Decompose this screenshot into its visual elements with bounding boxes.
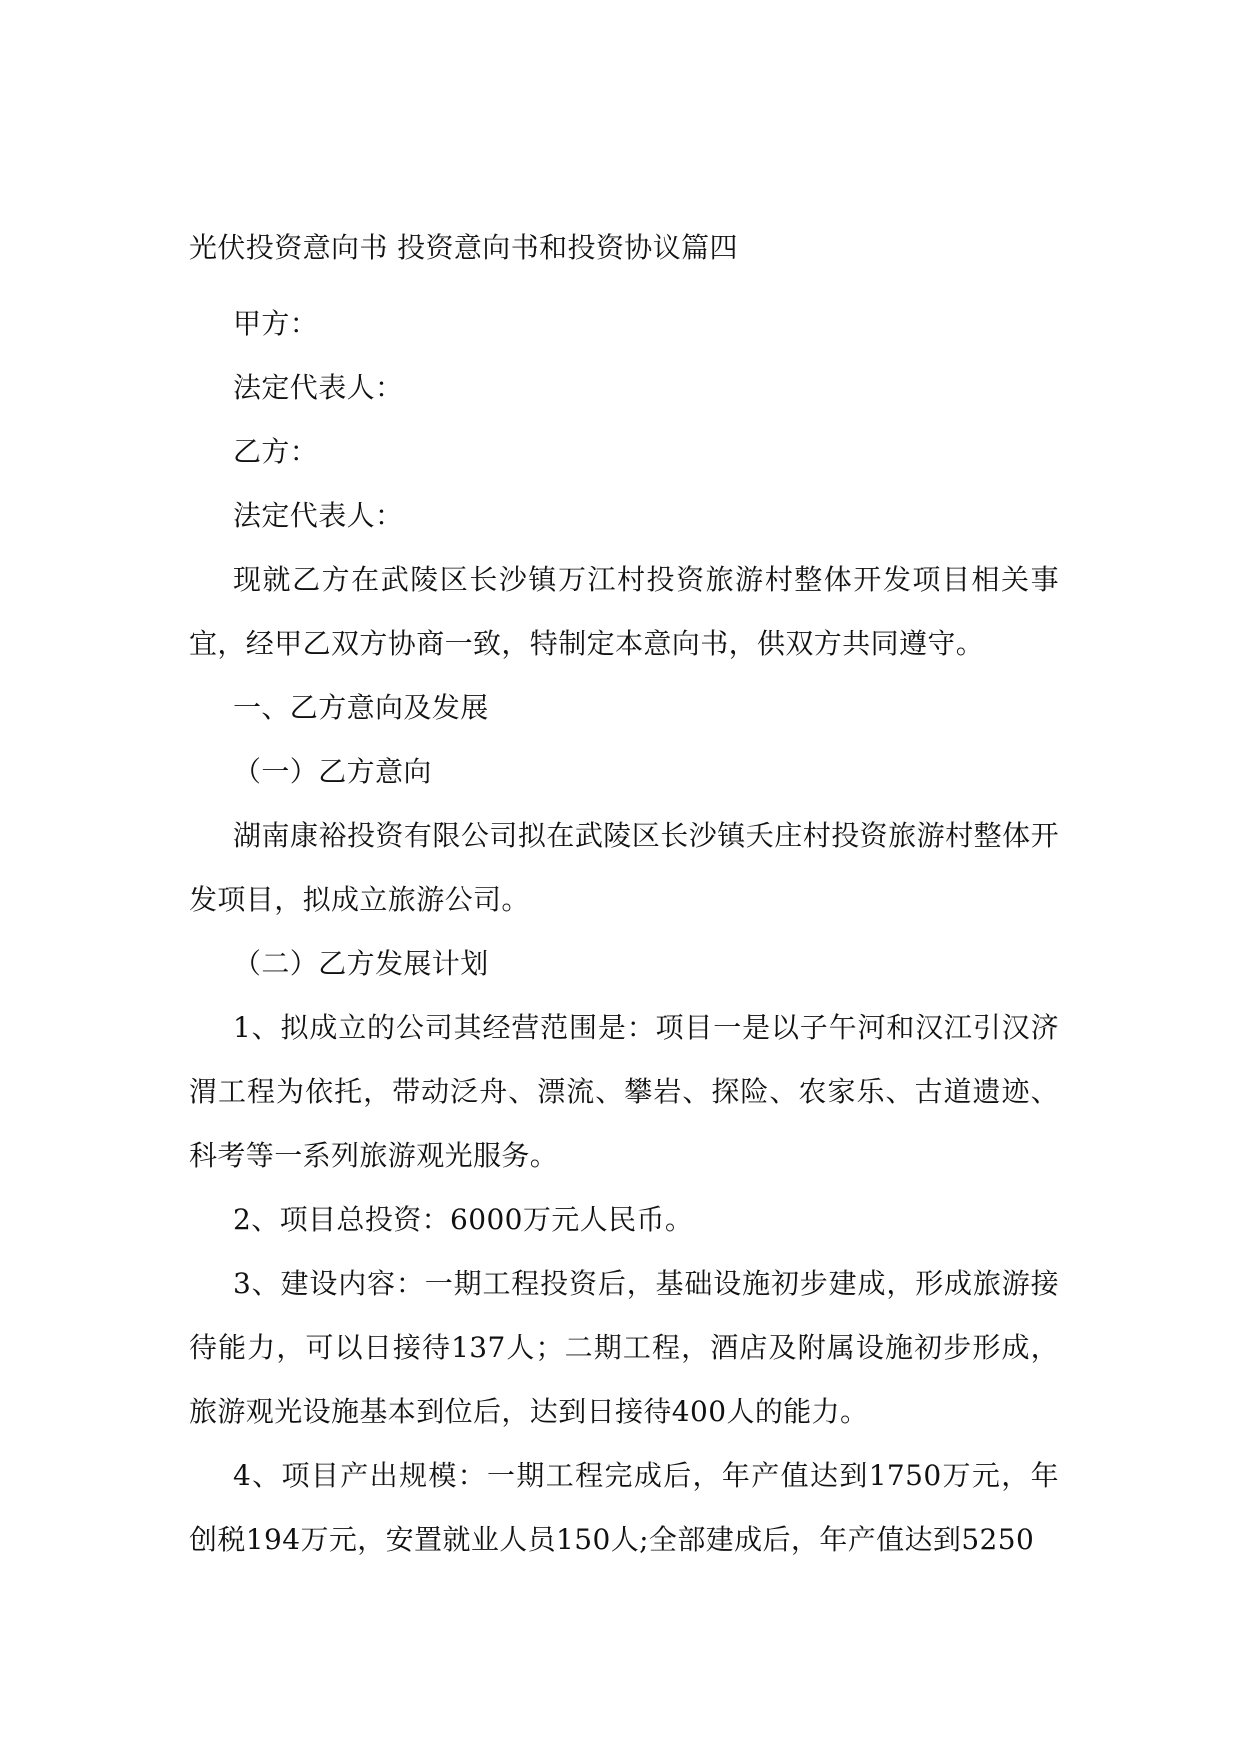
paragraph-party-a: 甲方： — [233, 307, 319, 340]
section-heading-1: 一、乙方意向及发展 — [233, 691, 489, 724]
document-title: 光伏投资意向书 投资意向书和投资协议篇四 — [189, 231, 738, 264]
paragraph-item-1: 1、拟成立的公司其经营范围是：项目一是以子午河和汉江引汉济渭工程为依托，带动泛舟、漂流、攀岩、探险、农家乐、古道遗迹、科考等一系列旅游观光服务。 — [189, 1011, 1059, 1172]
subsection-heading-2: （二）乙方发展计划 — [233, 947, 489, 980]
paragraph-party-a-representative: 法定代表人： — [233, 371, 404, 404]
paragraph-party-b: 乙方： — [233, 435, 319, 468]
paragraph-party-b-representative: 法定代表人： — [233, 499, 404, 532]
paragraph-preamble: 现就乙方在武陵区长沙镇万江村投资旅游村整体开发项目相关事宜，经甲乙双方协商一致，特制定本意向书，供双方共同遵守。 — [189, 563, 1059, 660]
paragraph-item-4: 4、项目产出规模：一期工程完成后，年产值达到1750万元，年创税194万元，安置就业人员150人;全部建成后，年产值达到5250 — [189, 1459, 1059, 1556]
paragraph-item-2: 2、项目总投资：6000万元人民币。 — [233, 1203, 694, 1236]
subsection-heading-1: （一）乙方意向 — [233, 755, 432, 788]
document-body — [189, 228, 1059, 1572]
paragraph-intent: 湖南康裕投资有限公司拟在武陵区长沙镇夭庄村投资旅游村整体开发项目，拟成立旅游公司。 — [189, 819, 1059, 916]
paragraph-item-3: 3、建设内容：一期工程投资后，基础设施初步建成，形成旅游接待能力，可以日接待137人；二期工程，酒店及附属设施初步形成，旅游观光设施基本到位后，达到日接待400人的能力。 — [189, 1267, 1059, 1428]
